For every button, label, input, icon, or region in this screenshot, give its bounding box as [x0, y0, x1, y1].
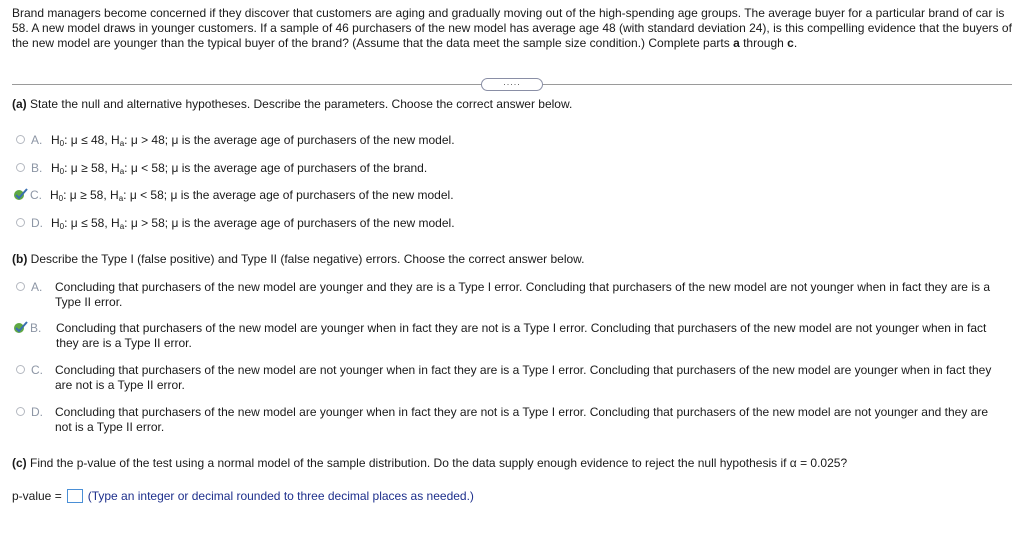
- option-b-D[interactable]: D. Concluding that purchasers of the new model are younger when in fact they are not is a Type I error. Concluding that purchasers of the new model are not younger and they are not is a Type II error.: [16, 405, 995, 435]
- option-a-A[interactable]: A. $H_0$: μ ≤ 48, $H_a$: μ > 48; μ is the average age of purchasers of the new model.: [16, 133, 455, 148]
- option-a-C[interactable]: C. $H_0$: μ ≥ 58, $H_a$: μ < 58; μ is the average age of purchasers of the new model.: [16, 188, 454, 203]
- pvalue-label: p-value =: [12, 489, 62, 503]
- pvalue-input[interactable]: [67, 489, 83, 503]
- correct-check-icon: [13, 321, 28, 334]
- radio-button[interactable]: [16, 282, 25, 291]
- option-b-C[interactable]: C. Concluding that purchasers of the new model are not younger when in fact they are is a Type I error. Concluding that purchasers of the new model are younger when in fact they are not is a Type II error.: [16, 363, 995, 393]
- option-a-D[interactable]: D. $H_0$: μ ≤ 58, $H_a$: μ > 58; μ is the average age of purchasers of the new model.: [16, 216, 455, 231]
- more-button[interactable]: .....: [481, 78, 543, 91]
- radio-button[interactable]: [16, 135, 25, 144]
- radio-button[interactable]: [16, 365, 25, 374]
- correct-check-icon: [13, 188, 28, 201]
- part-a-ref: a: [733, 36, 740, 50]
- part-b-question: (b) Describe the Type I (false positive) and Type II (false negative) errors. Choose the correct answer below.: [12, 252, 585, 266]
- option-b-B[interactable]: B. Concluding that purchasers of the new model are younger when in fact they are not is a Type I error. Concluding that purchasers of the new model are not younger when in fact they are is a Type II error.: [16, 321, 996, 351]
- option-a-B[interactable]: B. $H_0$: μ ≥ 58, $H_a$: μ < 58; μ is the average age of purchasers of the brand.: [16, 161, 427, 176]
- problem-statement: Brand managers become concerned if they discover that customers are aging and gradually moving out of the high-spending age groups. The average buyer for a particular brand of car is 58. A new model draws in younger customers. If a sample of 46 purchasers of the new model has average age 48 (with standard deviation 24), is this compelling evidence that the buyers of the new model are younger than the typical buyer of the brand? (Assume that the data meet the sample size condition.) Complete parts a through c.: [12, 6, 1012, 50]
- radio-button[interactable]: [16, 218, 25, 227]
- pvalue-hint: (Type an integer or decimal rounded to three decimal places as needed.): [87, 489, 474, 503]
- pvalue-answer-row: [12, 489, 474, 503]
- radio-button[interactable]: [16, 407, 25, 416]
- part-a-question: (a) State the null and alternative hypotheses. Describe the parameters. Choose the correct answer below.: [12, 97, 573, 111]
- radio-button[interactable]: [16, 163, 25, 172]
- part-c-ref: c: [787, 36, 794, 50]
- option-b-A[interactable]: A. Concluding that purchasers of the new model are younger and they are is a Type I error. Concluding that purchasers of the new model are not younger when in fact they are is a Type II error.: [16, 280, 995, 310]
- part-c-question: (c) Find the p-value of the test using a normal model of the sample distribution. Do the data supply enough evidence to reject the null hypothesis if α = 0.025?: [12, 456, 848, 470]
